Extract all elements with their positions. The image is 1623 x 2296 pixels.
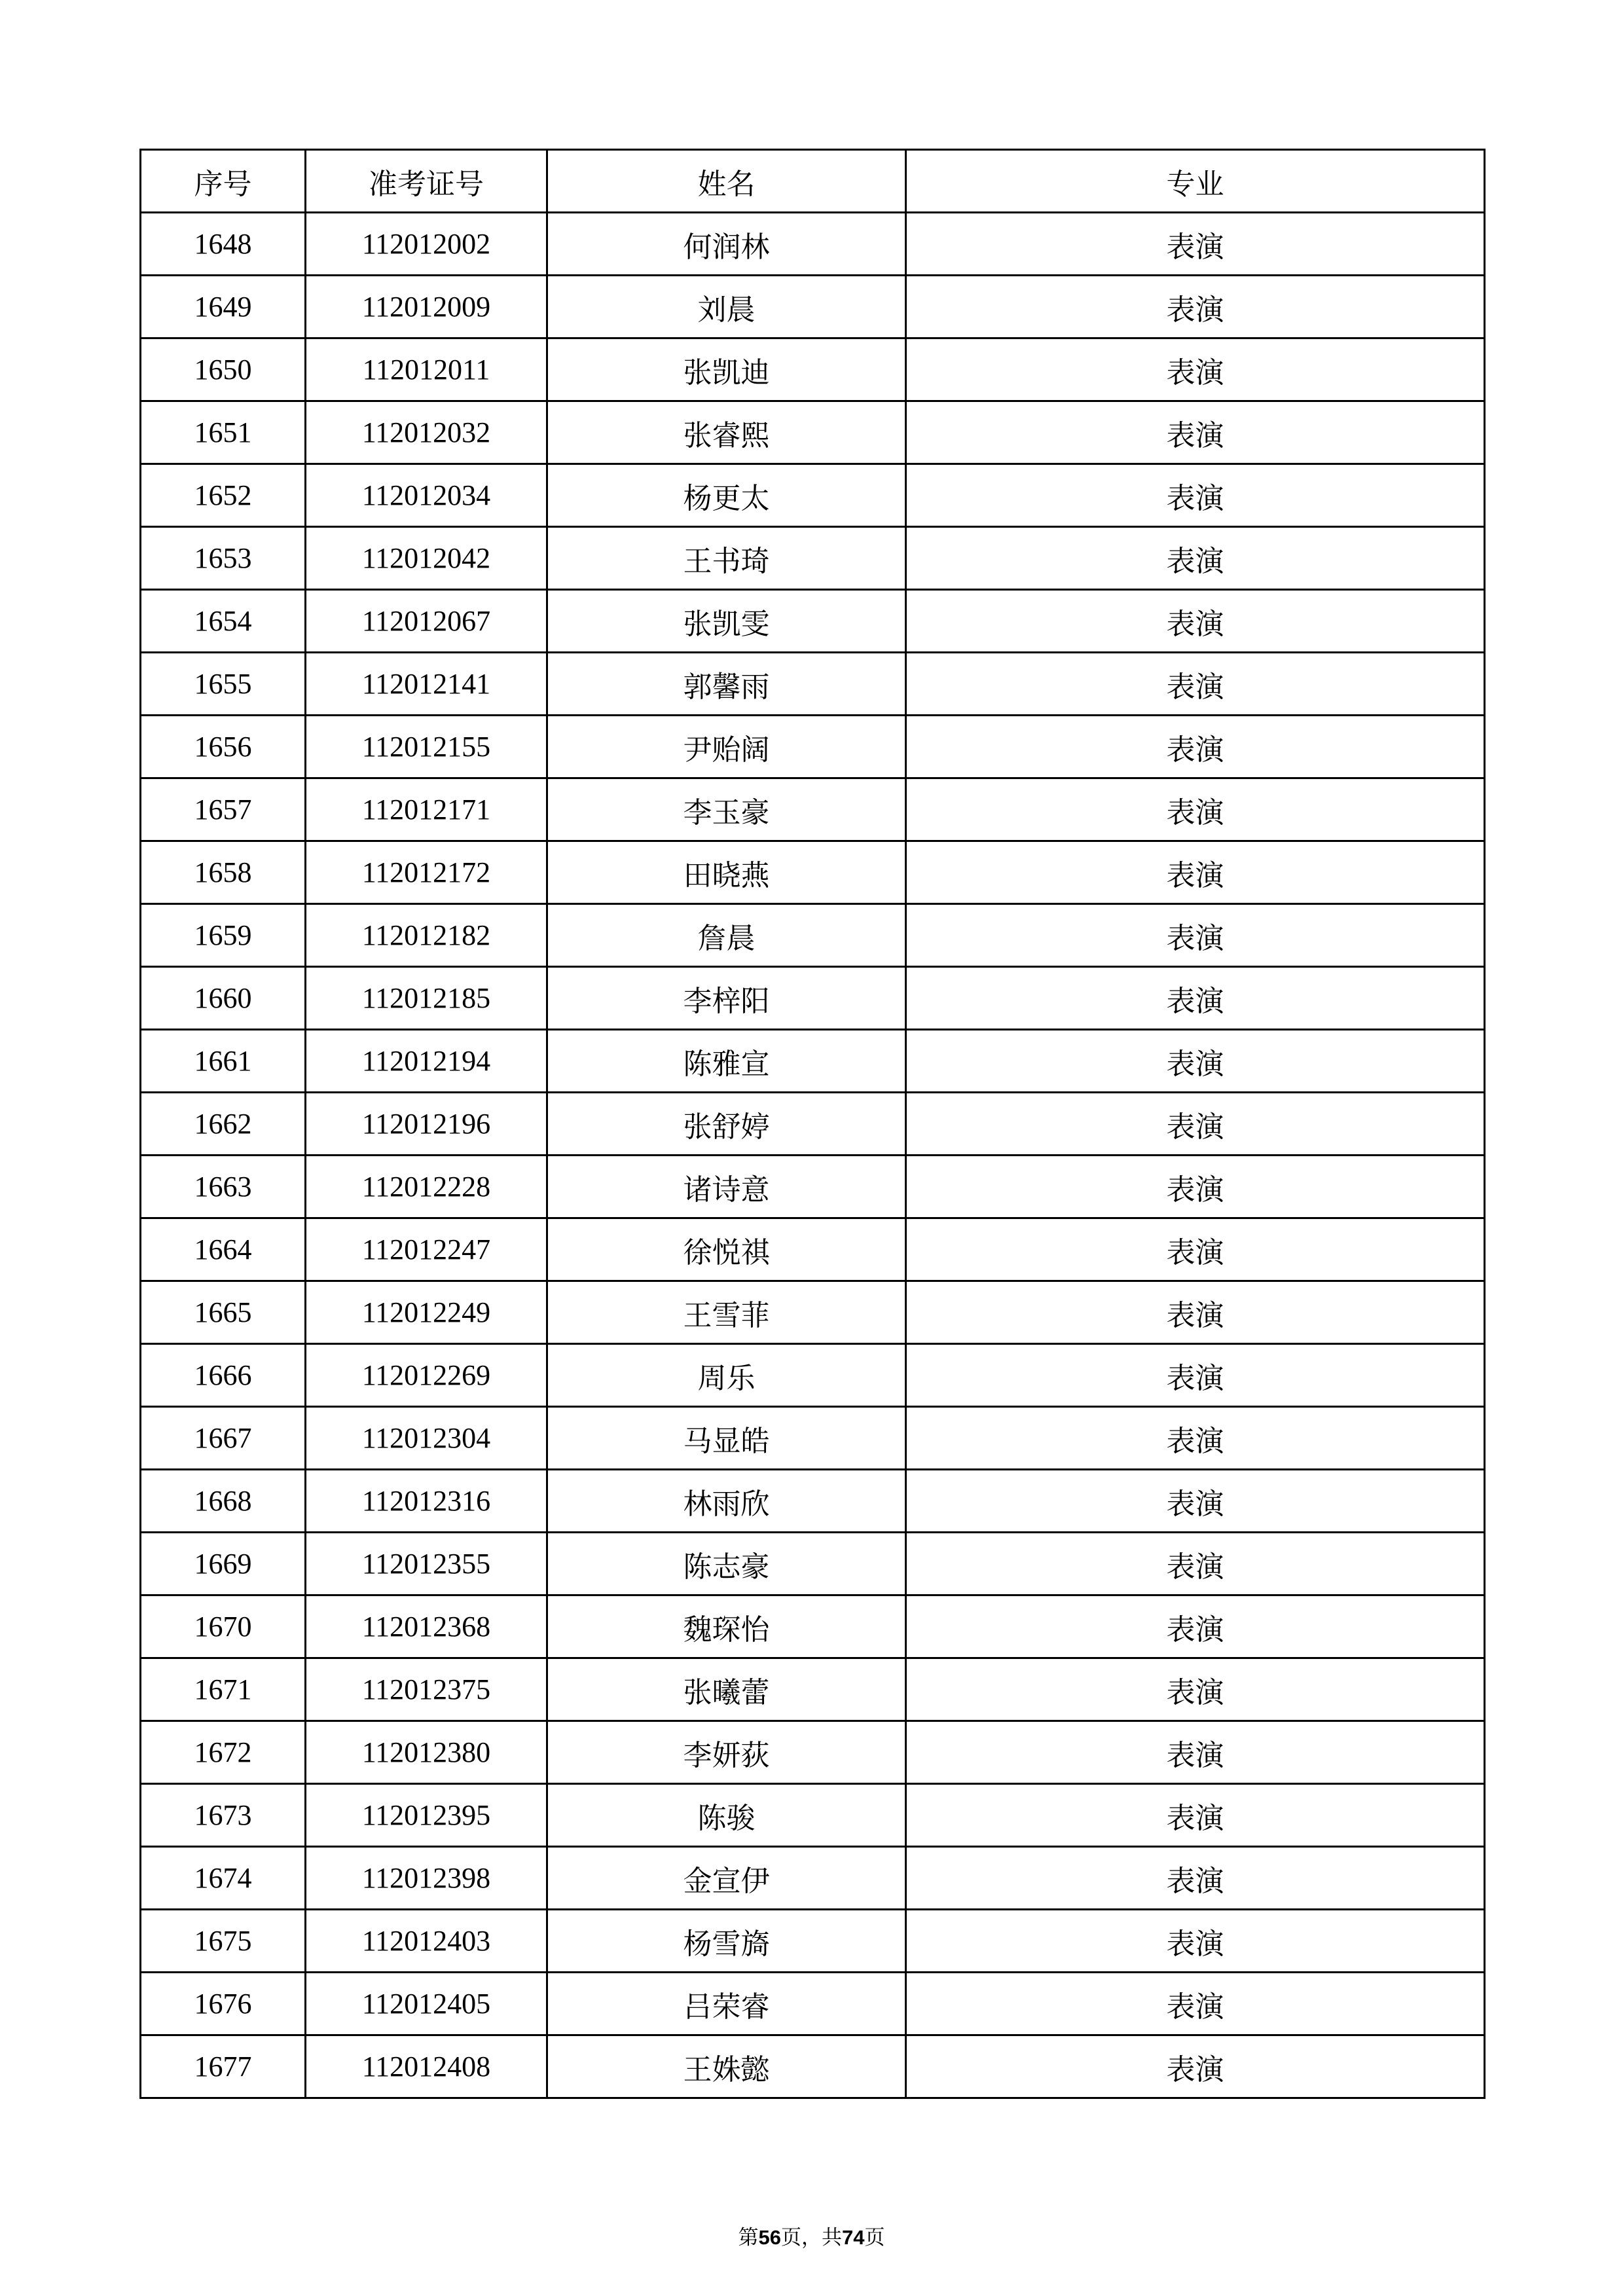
- cell-exam-id: 112012011: [306, 338, 547, 401]
- cell-seq: 1674: [141, 1847, 306, 1910]
- table-row: [141, 1407, 1485, 1470]
- cell-name: 诸诗意: [547, 1156, 906, 1218]
- cell-name: 李梓阳: [547, 967, 906, 1030]
- cell-seq: 1666: [141, 1344, 306, 1407]
- cell-exam-id: 112012355: [306, 1533, 547, 1595]
- cell-major: 表演: [906, 1218, 1485, 1281]
- table-row: [141, 2035, 1485, 2098]
- cell-exam-id: 112012316: [306, 1470, 547, 1533]
- header-name: 姓名: [547, 150, 906, 213]
- table-row: [141, 1030, 1485, 1093]
- cell-exam-id: 112012034: [306, 464, 547, 527]
- cell-seq: 1662: [141, 1093, 306, 1156]
- cell-major: 表演: [906, 2035, 1485, 2098]
- cell-name: 郭馨雨: [547, 653, 906, 716]
- table-row: [141, 904, 1485, 967]
- table-row: [141, 967, 1485, 1030]
- cell-seq: 1664: [141, 1218, 306, 1281]
- cell-seq: 1675: [141, 1910, 306, 1973]
- table-row: [141, 1281, 1485, 1344]
- cell-seq: 1669: [141, 1533, 306, 1595]
- cell-major: 表演: [906, 1281, 1485, 1344]
- cell-name: 杨雪旖: [547, 1910, 906, 1973]
- cell-exam-id: 112012172: [306, 841, 547, 904]
- cell-seq: 1667: [141, 1407, 306, 1470]
- cell-name: 张舒婷: [547, 1093, 906, 1156]
- table-row: [141, 1784, 1485, 1847]
- cell-exam-id: 112012185: [306, 967, 547, 1030]
- cell-exam-id: 112012171: [306, 778, 547, 841]
- cell-seq: 1673: [141, 1784, 306, 1847]
- cell-exam-id: 112012155: [306, 716, 547, 778]
- cell-major: 表演: [906, 276, 1485, 338]
- cell-seq: 1659: [141, 904, 306, 967]
- header-major: 专业: [906, 150, 1485, 213]
- table-row: [141, 716, 1485, 778]
- cell-exam-id: 112012405: [306, 1973, 547, 2035]
- cell-seq: 1654: [141, 590, 306, 653]
- cell-exam-id: 112012403: [306, 1910, 547, 1973]
- cell-name: 尹贻阔: [547, 716, 906, 778]
- cell-seq: 1651: [141, 401, 306, 464]
- cell-exam-id: 112012395: [306, 1784, 547, 1847]
- table-row: [141, 1721, 1485, 1784]
- cell-major: 表演: [906, 590, 1485, 653]
- cell-name: 魏琛怡: [547, 1595, 906, 1658]
- cell-seq: 1668: [141, 1470, 306, 1533]
- table-row: [141, 1344, 1485, 1407]
- cell-name: 张凯雯: [547, 590, 906, 653]
- cell-exam-id: 112012032: [306, 401, 547, 464]
- cell-seq: 1657: [141, 778, 306, 841]
- table-row: [141, 213, 1485, 276]
- cell-major: 表演: [906, 1973, 1485, 2035]
- cell-major: 表演: [906, 527, 1485, 590]
- table-row: [141, 1093, 1485, 1156]
- table-row: [141, 338, 1485, 401]
- cell-major: 表演: [906, 1595, 1485, 1658]
- cell-major: 表演: [906, 716, 1485, 778]
- cell-seq: 1676: [141, 1973, 306, 2035]
- cell-name: 何润林: [547, 213, 906, 276]
- cell-major: 表演: [906, 464, 1485, 527]
- table-row: [141, 527, 1485, 590]
- cell-seq: 1648: [141, 213, 306, 276]
- cell-exam-id: 112012196: [306, 1093, 547, 1156]
- cell-seq: 1670: [141, 1595, 306, 1658]
- cell-name: 徐悦祺: [547, 1218, 906, 1281]
- table-row: [141, 590, 1485, 653]
- footer-suffix: 页: [864, 2226, 885, 2250]
- cell-major: 表演: [906, 401, 1485, 464]
- cell-major: 表演: [906, 1093, 1485, 1156]
- cell-major: 表演: [906, 1407, 1485, 1470]
- header-seq: 序号: [141, 150, 306, 213]
- cell-exam-id: 112012375: [306, 1658, 547, 1721]
- cell-name: 周乐: [547, 1344, 906, 1407]
- cell-name: 陈雅宣: [547, 1030, 906, 1093]
- cell-name: 刘晨: [547, 276, 906, 338]
- cell-major: 表演: [906, 1784, 1485, 1847]
- cell-name: 杨更太: [547, 464, 906, 527]
- cell-exam-id: 112012368: [306, 1595, 547, 1658]
- cell-exam-id: 112012194: [306, 1030, 547, 1093]
- table-row: [141, 1910, 1485, 1973]
- cell-major: 表演: [906, 1847, 1485, 1910]
- cell-name: 李妍荻: [547, 1721, 906, 1784]
- cell-major: 表演: [906, 904, 1485, 967]
- cell-exam-id: 112012380: [306, 1721, 547, 1784]
- table-row: [141, 1533, 1485, 1595]
- cell-name: 陈骏: [547, 1784, 906, 1847]
- cell-exam-id: 112012228: [306, 1156, 547, 1218]
- cell-name: 张曦蕾: [547, 1658, 906, 1721]
- cell-major: 表演: [906, 338, 1485, 401]
- cell-name: 詹晨: [547, 904, 906, 967]
- cell-seq: 1665: [141, 1281, 306, 1344]
- cell-exam-id: 112012249: [306, 1281, 547, 1344]
- cell-name: 王书琦: [547, 527, 906, 590]
- footer-prefix: 第: [738, 2226, 759, 2250]
- table-row: [141, 1218, 1485, 1281]
- table-header-row: [141, 150, 1485, 213]
- table-row: [141, 1470, 1485, 1533]
- cell-exam-id: 112012269: [306, 1344, 547, 1407]
- cell-seq: 1652: [141, 464, 306, 527]
- page-footer: [0, 2221, 1623, 2250]
- cell-name: 马显皓: [547, 1407, 906, 1470]
- cell-exam-id: 112012398: [306, 1847, 547, 1910]
- table-row: [141, 401, 1485, 464]
- cell-name: 林雨欣: [547, 1470, 906, 1533]
- table-row: [141, 1847, 1485, 1910]
- cell-exam-id: 112012182: [306, 904, 547, 967]
- table-row: [141, 464, 1485, 527]
- cell-name: 张睿熙: [547, 401, 906, 464]
- cell-exam-id: 112012141: [306, 653, 547, 716]
- cell-major: 表演: [906, 1030, 1485, 1093]
- table-row: [141, 1156, 1485, 1218]
- cell-seq: 1677: [141, 2035, 306, 2098]
- cell-name: 王姝懿: [547, 2035, 906, 2098]
- table-body: [141, 213, 1485, 2098]
- cell-seq: 1661: [141, 1030, 306, 1093]
- cell-major: 表演: [906, 1533, 1485, 1595]
- cell-major: 表演: [906, 653, 1485, 716]
- table-row: [141, 653, 1485, 716]
- cell-name: 吕荣睿: [547, 1973, 906, 2035]
- cell-major: 表演: [906, 1721, 1485, 1784]
- cell-seq: 1653: [141, 527, 306, 590]
- cell-major: 表演: [906, 1470, 1485, 1533]
- cell-major: 表演: [906, 213, 1485, 276]
- table-row: [141, 778, 1485, 841]
- cell-major: 表演: [906, 1156, 1485, 1218]
- cell-name: 陈志豪: [547, 1533, 906, 1595]
- cell-name: 王雪菲: [547, 1281, 906, 1344]
- cell-seq: 1658: [141, 841, 306, 904]
- header-exam-id: 准考证号: [306, 150, 547, 213]
- cell-seq: 1650: [141, 338, 306, 401]
- cell-major: 表演: [906, 841, 1485, 904]
- current-page-number: 56: [758, 2226, 781, 2249]
- cell-exam-id: 112012247: [306, 1218, 547, 1281]
- table-row: [141, 1595, 1485, 1658]
- table-row: [141, 276, 1485, 338]
- cell-exam-id: 112012002: [306, 213, 547, 276]
- cell-name: 张凯迪: [547, 338, 906, 401]
- cell-exam-id: 112012067: [306, 590, 547, 653]
- cell-major: 表演: [906, 778, 1485, 841]
- cell-major: 表演: [906, 1344, 1485, 1407]
- cell-name: 李玉豪: [547, 778, 906, 841]
- table-row: [141, 841, 1485, 904]
- cell-major: 表演: [906, 1910, 1485, 1973]
- cell-name: 金宣伊: [547, 1847, 906, 1910]
- cell-exam-id: 112012042: [306, 527, 547, 590]
- cell-major: 表演: [906, 967, 1485, 1030]
- cell-seq: 1672: [141, 1721, 306, 1784]
- cell-exam-id: 112012304: [306, 1407, 547, 1470]
- cell-seq: 1656: [141, 716, 306, 778]
- cell-seq: 1671: [141, 1658, 306, 1721]
- table-row: [141, 1973, 1485, 2035]
- footer-middle: 页，共: [781, 2226, 842, 2250]
- cell-name: 田晓燕: [547, 841, 906, 904]
- cell-exam-id: 112012408: [306, 2035, 547, 2098]
- cell-seq: 1649: [141, 276, 306, 338]
- total-pages-number: 74: [842, 2226, 865, 2249]
- cell-seq: 1660: [141, 967, 306, 1030]
- cell-exam-id: 112012009: [306, 276, 547, 338]
- admission-roster-table: [139, 149, 1486, 2099]
- cell-seq: 1655: [141, 653, 306, 716]
- cell-seq: 1663: [141, 1156, 306, 1218]
- cell-major: 表演: [906, 1658, 1485, 1721]
- table-row: [141, 1658, 1485, 1721]
